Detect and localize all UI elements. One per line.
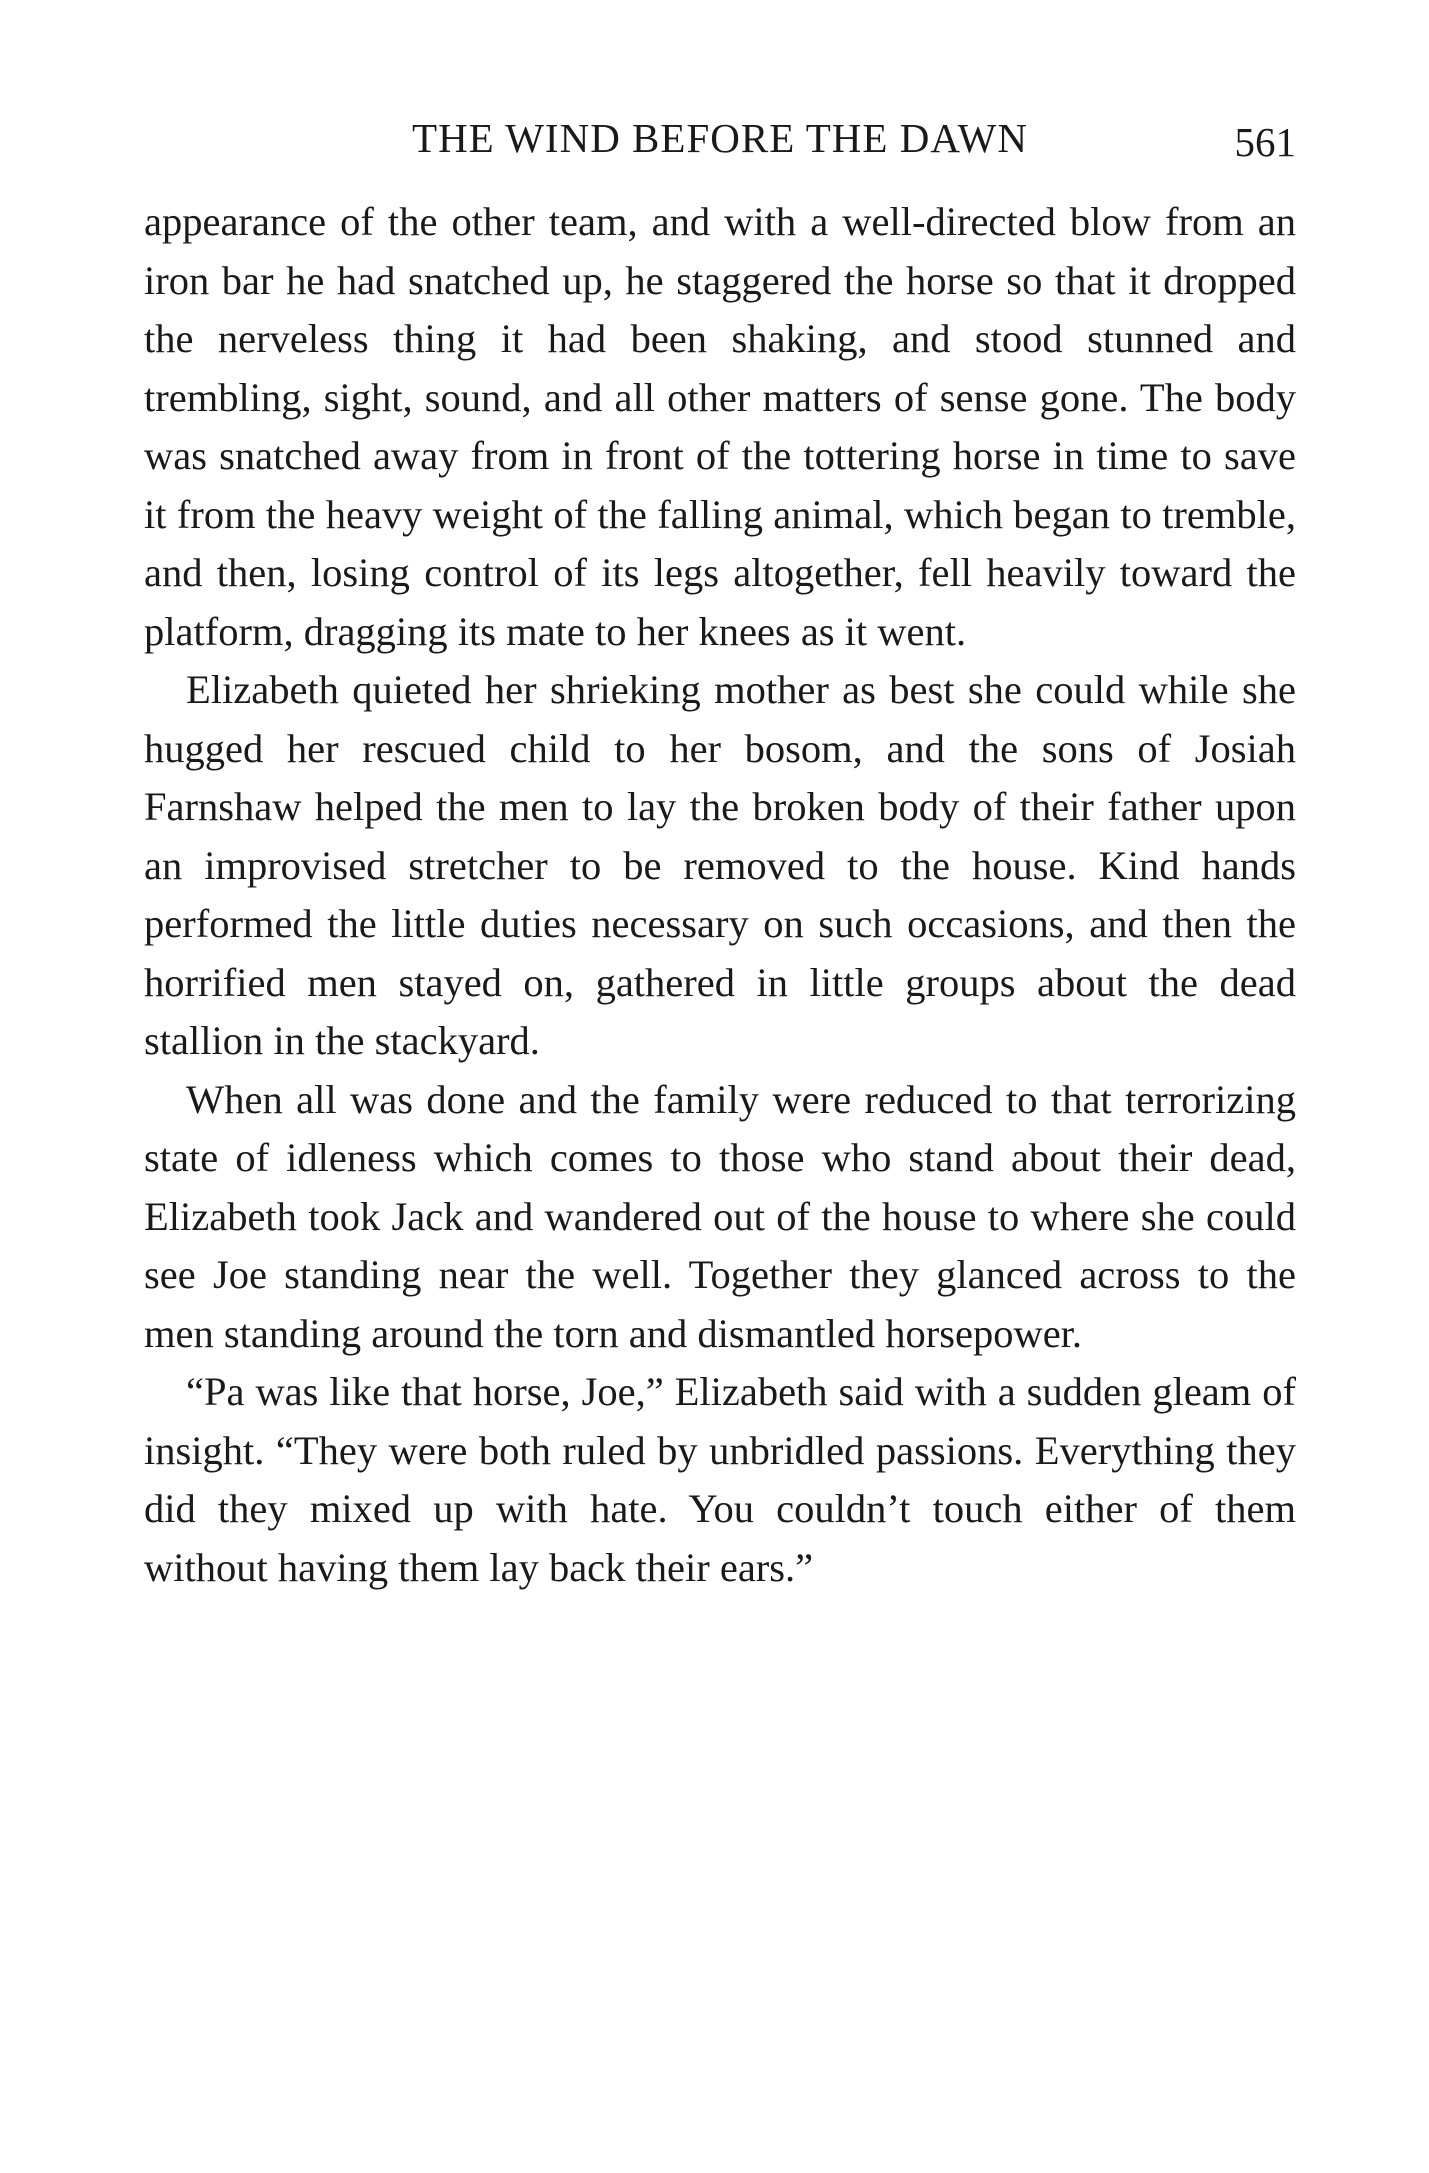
paragraph-1: appearance of the other team, and with a well-directed blow from an iron bar he had snatched up, he staggered the horse so that it dropped the nerveless thing it had been shaking, and stood stunned and trembling, sight, sound, and all other matters of sense gone. The body was snatched away from in front of the tottering horse in time to save it from the heavy weight of the falling animal, which began to tremble, and then, losing control of its legs altogether, fell heavily toward the platform, dragging its mate to her knees as it went.	[144, 199, 1296, 654]
paragraph-3: When all was done and the family were reduced to that terrorizing state of idleness which comes to those who stand about their dead, Elizabeth took Jack and wandered out of the house to where she could see Joe standing near the well. Together they glanced across to the men standing around the torn and dismantled horsepower.	[144, 1076, 1296, 1356]
body-text	[144, 193, 1296, 1597]
paragraph-4: “Pa was like that horse, Joe,” Elizabeth said with a sudden gleam of insight. “They were both ruled by unbridled passions. Everything they did they mixed up with hate. You couldn’t touch either of them without having them lay back their ears.”	[144, 1369, 1296, 1590]
paragraph-2: Elizabeth quieted her shrieking mother as best she could while she hugged her rescued child to her bosom, and the sons of Josiah Farnshaw helped the men to lay the broken body of their father upon an improvised stretcher to be removed to the house. Kind hands performed the little duties necessary on such occasions, and then the horrified men stayed on, gathered in little groups about the dead stallion in the stackyard.	[144, 667, 1296, 1063]
running-title: THE WIND BEFORE THE DAWN	[412, 115, 1028, 161]
page-number: 561	[1234, 119, 1296, 165]
running-head	[144, 108, 1296, 168]
